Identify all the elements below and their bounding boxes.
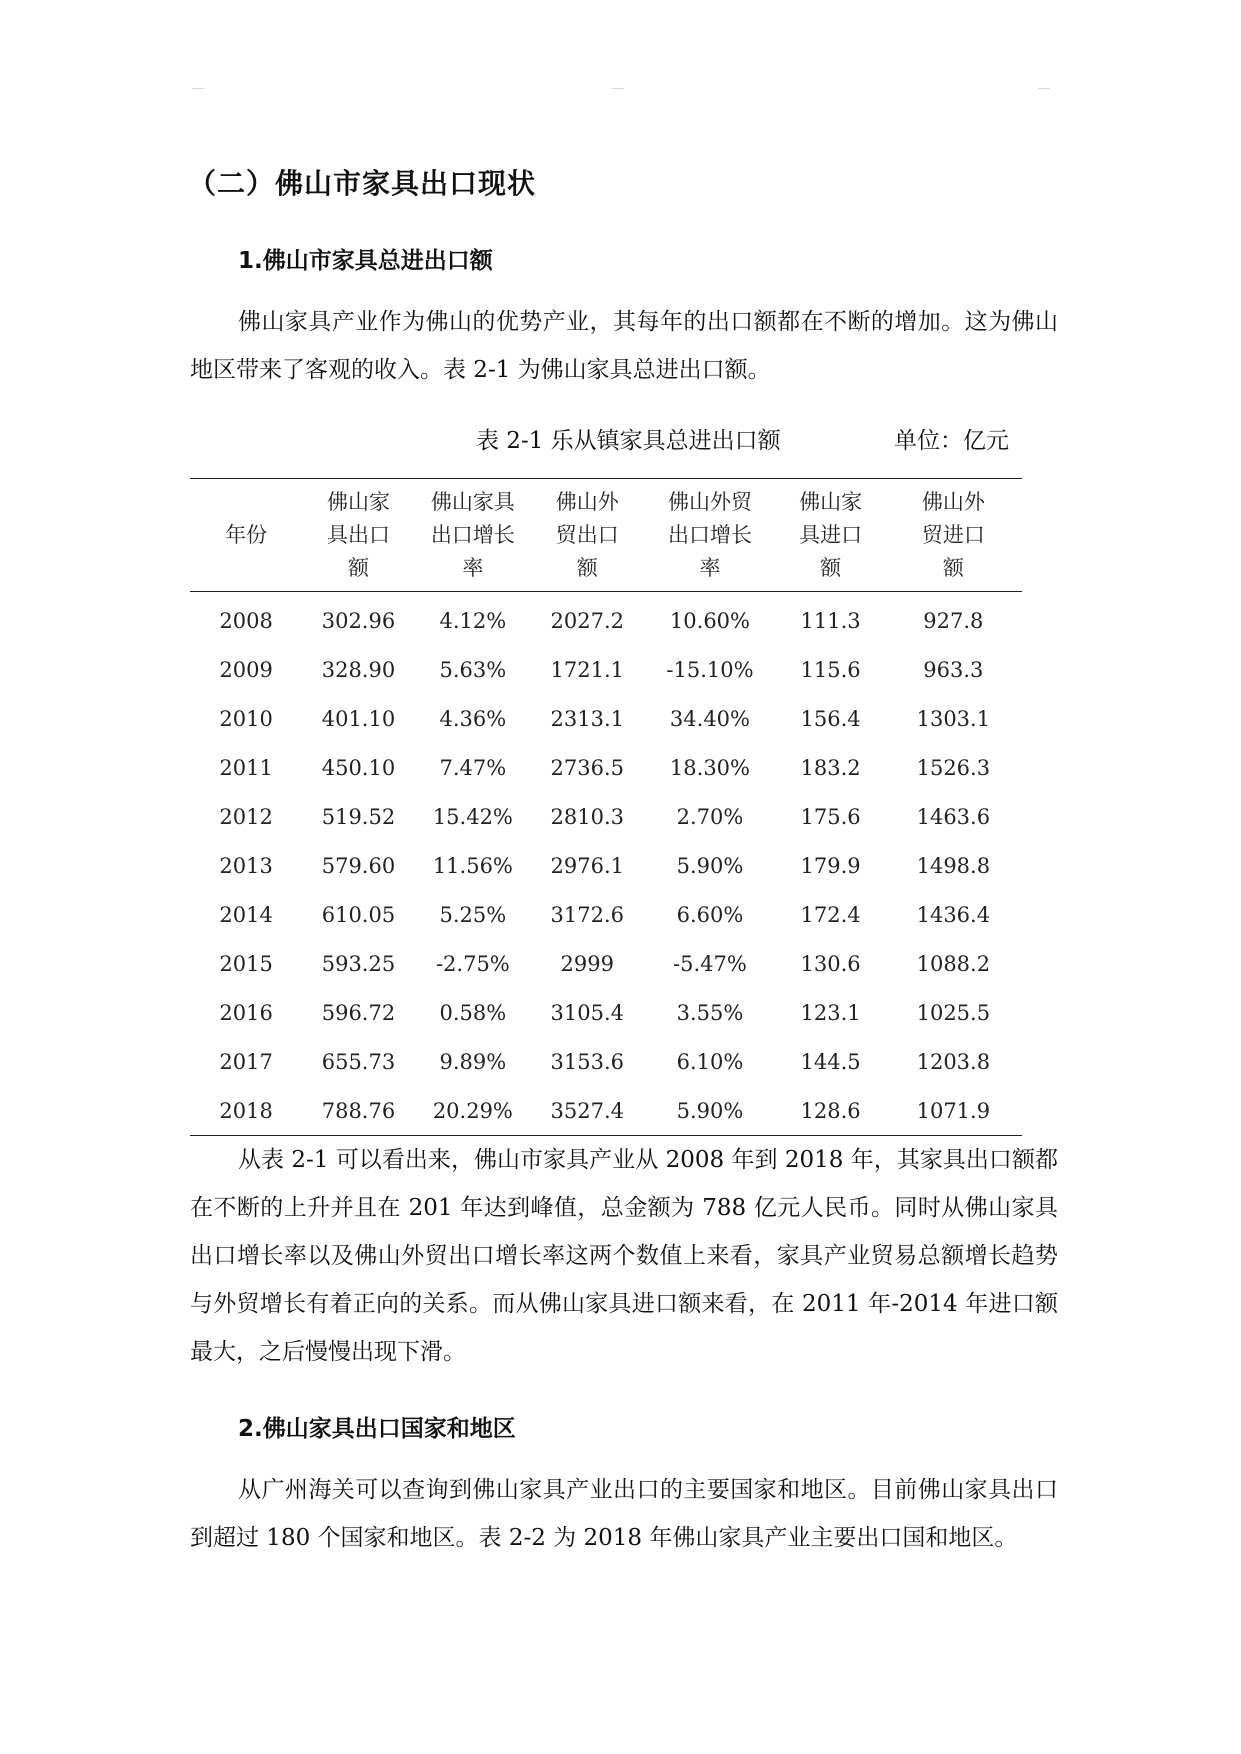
table-cell: -5.47%: [673, 951, 747, 976]
table-cell: 144.5: [800, 1049, 861, 1074]
table-cell: 2016: [219, 1000, 273, 1025]
table-row: [190, 1086, 1022, 1136]
table-unit: 单位：亿元: [894, 428, 1009, 454]
table-cell: 519.52: [321, 804, 396, 829]
header-mark-center: [612, 88, 624, 89]
table-header-cell: [777, 479, 885, 592]
table-cell: 1463.6: [916, 804, 991, 829]
table-cell: 34.40%: [669, 706, 750, 731]
table-cell: 20.29%: [415, 1086, 531, 1136]
table-cell: 2976.1: [550, 853, 624, 878]
table-cell: 1025.5: [916, 1000, 991, 1025]
table-cell: 401.10: [321, 706, 396, 731]
subsection-title-2: 2.佛山家具出口国家和地区: [238, 1416, 516, 1442]
table-header-row: [190, 479, 1022, 592]
table-cell: 4.36%: [439, 706, 507, 731]
table-cell: 115.6: [800, 657, 861, 682]
table-cell: 130.6: [800, 951, 861, 976]
table-cell: 2810.3: [550, 804, 624, 829]
table-cell: 2012: [219, 804, 273, 829]
table-cell: 2010: [219, 706, 273, 731]
table-cell: 3105.4: [550, 1000, 624, 1025]
table-cell: 1303.1: [916, 706, 991, 731]
table-cell: 2013: [219, 853, 273, 878]
table-row: [190, 694, 1022, 743]
table-header-cell: [885, 479, 1022, 592]
table-header-text: 佛山家具进口额: [799, 489, 863, 580]
table-cell: 3527.4: [531, 1086, 643, 1136]
table-row: [190, 743, 1022, 792]
table-cell: 5.90%: [643, 1086, 776, 1136]
table-header-cell: [190, 479, 302, 592]
table-row: [190, 939, 1022, 988]
paragraph-intro: 佛山家具产业作为佛山的优势产业，其每年的出口额都在不断的增加。这为佛山地区带来了客观的收入。表 2-1 为佛山家具总进出口额。: [190, 309, 1058, 383]
table-row: [190, 792, 1022, 841]
table-row: [190, 988, 1022, 1037]
table-header-text: 佛山外贸出口额: [555, 489, 619, 580]
table-cell: 593.25: [321, 951, 396, 976]
header-mark-right: [1038, 88, 1050, 89]
table-cell: 2014: [219, 902, 273, 927]
table-cell: 1721.1: [550, 657, 624, 682]
table-cell: 128.6: [777, 1086, 885, 1136]
table-cell: 2.70%: [676, 804, 744, 829]
table-caption: 表 2-1 乐从镇家具总进出口额: [476, 428, 781, 454]
table-row: [190, 890, 1022, 939]
table-header-text: 佛山外贸进口额: [921, 489, 985, 580]
table-cell: 2015: [219, 951, 273, 976]
table-cell: 5.90%: [676, 853, 744, 878]
table-row: [190, 592, 1022, 646]
table-header-text: 佛山家具出口增长率: [430, 489, 515, 580]
table-cell: 5.63%: [439, 657, 507, 682]
table-header-cell: [415, 479, 531, 592]
table-cell: 15.42%: [432, 804, 513, 829]
table-cell: 2011: [219, 755, 273, 780]
table-cell: 9.89%: [439, 1049, 507, 1074]
table-header-cell: [531, 479, 643, 592]
table-cell: 450.10: [321, 755, 396, 780]
table-cell: 302.96: [321, 608, 396, 633]
header-mark-left: [192, 88, 204, 89]
table-row: [190, 1037, 1022, 1086]
subsection-title-1: 1.佛山市家具总进出口额: [238, 248, 493, 274]
section-title: （二）佛山市家具出口现状: [188, 167, 537, 200]
table-cell: 596.72: [321, 1000, 396, 1025]
table-header-cell: [643, 479, 776, 592]
table-cell: 156.4: [800, 706, 861, 731]
table-cell: 2018: [190, 1086, 302, 1136]
table-cell: 111.3: [800, 608, 861, 633]
table-cell: 328.90: [321, 657, 396, 682]
table-cell: 655.73: [321, 1049, 396, 1074]
table-cell: 123.1: [800, 1000, 861, 1025]
table-cell: 1071.9: [885, 1086, 1022, 1136]
table-cell: 6.10%: [676, 1049, 744, 1074]
table-cell: 2736.5: [550, 755, 624, 780]
table-body: [190, 592, 1022, 1136]
table-cell: 18.30%: [669, 755, 750, 780]
table-cell: -15.10%: [666, 657, 754, 682]
table-cell: -2.75%: [435, 951, 510, 976]
table-cell: 788.76: [302, 1086, 414, 1136]
table-cell: 579.60: [321, 853, 396, 878]
table-cell: 2313.1: [550, 706, 624, 731]
table-cell: 179.9: [800, 853, 861, 878]
table-cell: 1498.8: [916, 853, 991, 878]
table-header-text: 佛山家具出口额: [326, 489, 390, 580]
table-cell: 2008: [219, 608, 273, 633]
table-cell: 175.6: [800, 804, 861, 829]
table-cell: 172.4: [800, 902, 861, 927]
table-header-text: 佛山外贸出口增长率: [667, 489, 752, 580]
table-row: [190, 841, 1022, 890]
table-cell: 1088.2: [916, 951, 991, 976]
table-cell: 3.55%: [676, 1000, 744, 1025]
table-cell: 1526.3: [916, 755, 991, 780]
table-cell: 2027.2: [550, 608, 624, 633]
table-cell: 5.25%: [439, 902, 507, 927]
table-cell: 2017: [219, 1049, 273, 1074]
table-cell: 2999: [560, 951, 614, 976]
table-cell: 0.58%: [439, 1000, 507, 1025]
table-cell: 3172.6: [550, 902, 624, 927]
table-cell: 3153.6: [550, 1049, 624, 1074]
table-header-text: 年份: [225, 522, 268, 547]
table-row: [190, 645, 1022, 694]
table-cell: 610.05: [321, 902, 396, 927]
table-cell: 1436.4: [916, 902, 991, 927]
paragraph-analysis: 从表 2-1 可以看出来，佛山市家具产业从 2008 年到 2018 年，其家具出口额都在不断的上升并且在 201 年达到峰值，总金额为 788 亿元人民币。同时从佛山家具出口增长率以及佛山外贸出口增长率这两个数值上来看，家具产业贸易总额增长趋势与外贸增长有着正向的关系。而从佛山家具进口额来看，在 2011 年-2014 年进口额最大，之后慢慢出现下滑。: [190, 1147, 1058, 1365]
table-cell: 6.60%: [676, 902, 744, 927]
paragraph-countries: 从广州海关可以查询到佛山家具产业出口的主要国家和地区。目前佛山家具出口到超过 180 个国家和地区。表 2-2 为 2018 年佛山家具产业主要出口国和地区。: [190, 1477, 1058, 1551]
export-table: [190, 478, 1022, 1136]
table-cell: 1203.8: [916, 1049, 991, 1074]
table-cell: 7.47%: [439, 755, 507, 780]
table-cell: 4.12%: [439, 608, 507, 633]
table-cell: 11.56%: [432, 853, 513, 878]
table-cell: 963.3: [923, 657, 984, 682]
table-cell: 183.2: [800, 755, 861, 780]
table-cell: 2009: [219, 657, 273, 682]
table-cell: 10.60%: [669, 608, 750, 633]
table-cell: 927.8: [923, 608, 984, 633]
table-header-cell: [302, 479, 414, 592]
